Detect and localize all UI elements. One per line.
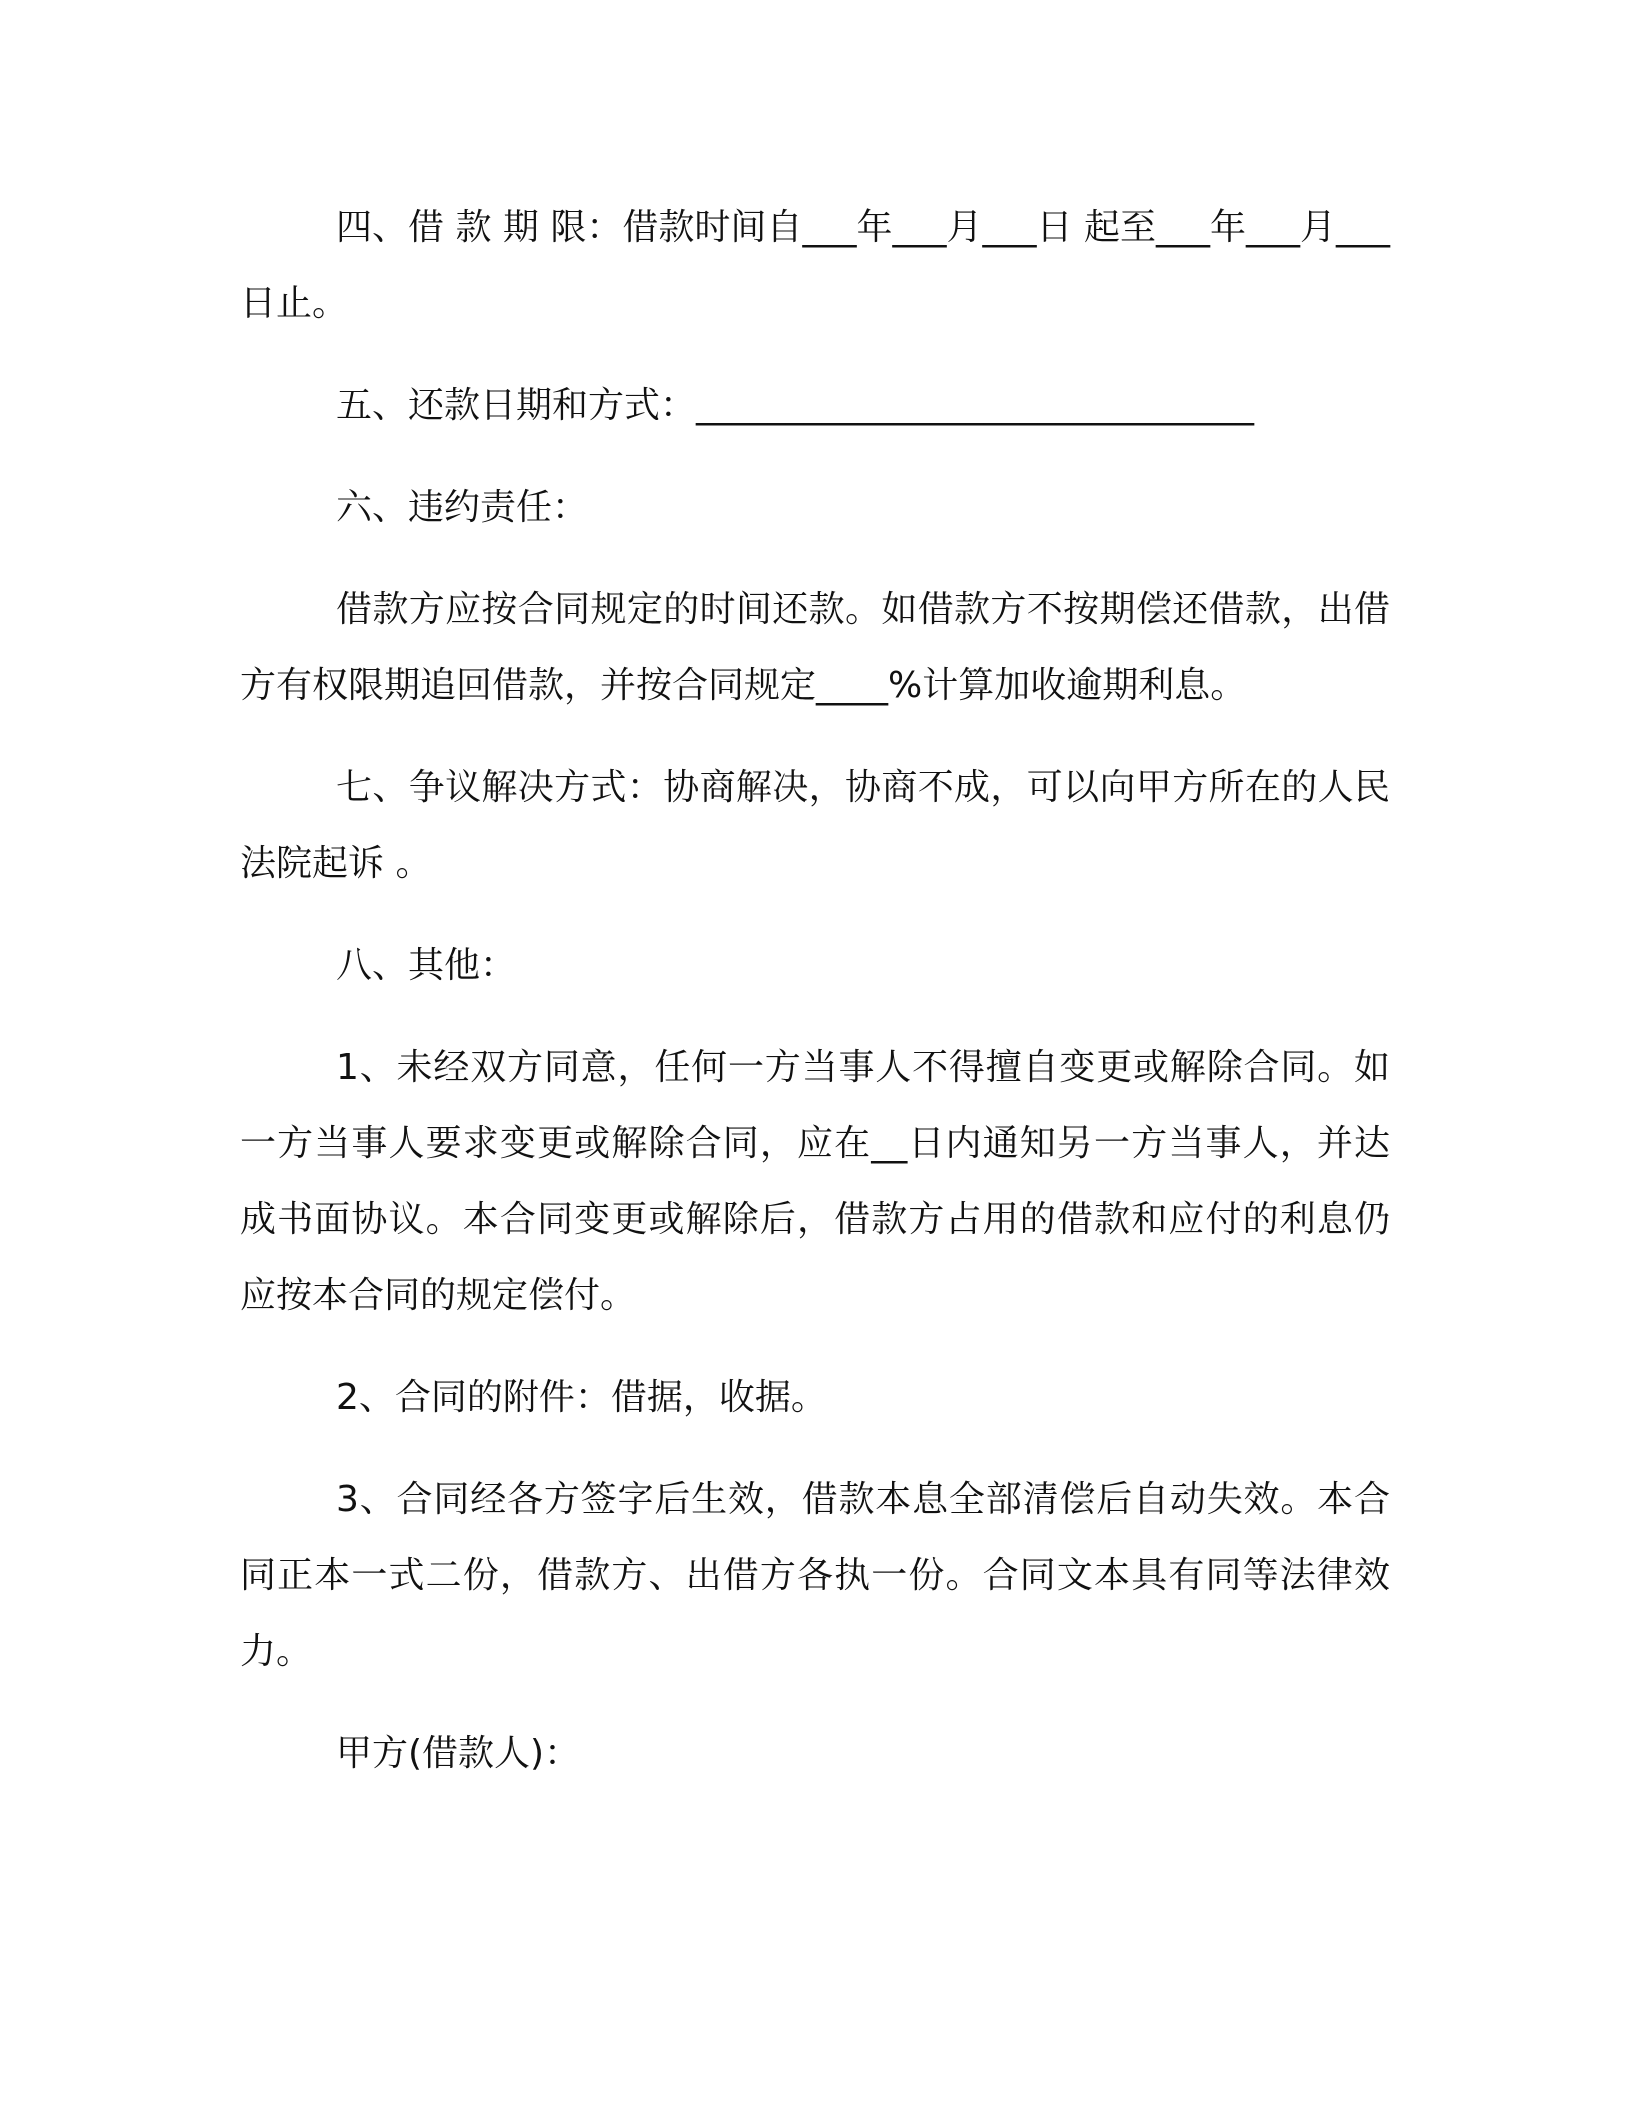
clause-liability-heading: 六、违约责任： bbox=[336, 487, 589, 528]
clause-loan-term: 四、借 款 期 限：借款时间自___年___月___日 起至___年___月___ 日止。 bbox=[240, 207, 1390, 324]
clause-other-item-1: 1、未经双方同意，任何一方当事人不得擅自变更或解除合同。如一方当事人要求变更或解除合同，应在__日内通知另一方当事人，并达成书面协议。本合同变更或解除后，借款方占用的借款和应付的利息仍应按本合同的规定偿付。 bbox=[240, 1047, 1390, 1316]
document-body bbox=[240, 190, 1390, 1818]
clause-liability-text: 借款方应按合同规定的时间还款。如借款方不按期偿还借款，出借方有权限期追回借款，并按合同规定____%计算加收逾期利息。 bbox=[240, 589, 1390, 706]
clause-dispute-resolution: 七、争议解决方式：协商解决，协商不成，可以向甲方所在的人民法院起诉 。 bbox=[240, 767, 1390, 884]
clause-other-heading: 八、其他： bbox=[336, 945, 517, 986]
clause-other-item-3: 3、合同经各方签字后生效，借款本息全部清偿后自动失效。本合同正本一式二份，借款方、出借方各执一份。合同文本具有同等法律效力。 bbox=[240, 1479, 1390, 1672]
clause-repayment-method: 五、还款日期和方式：_______________________________ bbox=[336, 385, 1255, 426]
signature-party-a: 甲方(借款人)： bbox=[336, 1733, 581, 1774]
clause-other-item-2: 2、合同的附件：借据，收据。 bbox=[336, 1377, 827, 1418]
